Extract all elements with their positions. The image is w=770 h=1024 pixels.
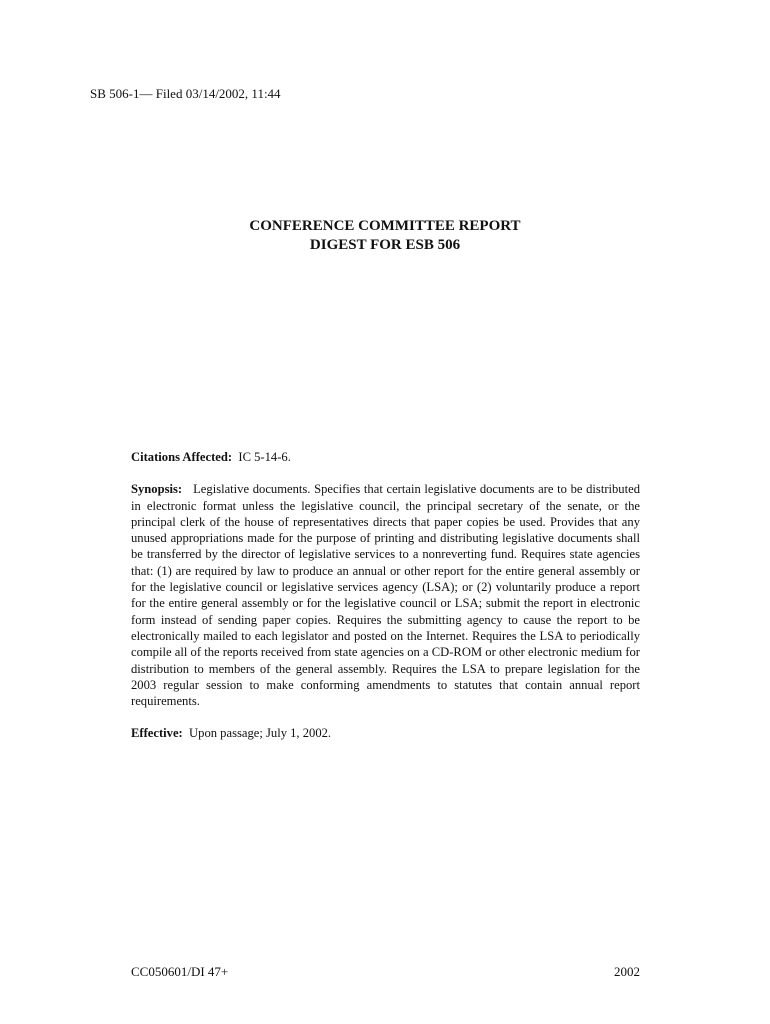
report-title-line-1: CONFERENCE COMMITTEE REPORT [249, 218, 521, 234]
synopsis-paragraph [131, 481, 640, 709]
effective-value: Upon passage; July 1, 2002. [189, 726, 332, 741]
effective-date [131, 725, 640, 741]
synopsis-label: Synopsis: [131, 482, 183, 497]
report-title-line-2: DIGEST FOR ESB 506 [309, 237, 461, 253]
citations-label: Citations Affected: [131, 450, 233, 464]
citations-affected [131, 449, 640, 465]
citations-value: IC 5-14-6. [238, 450, 291, 464]
report-title [0, 217, 770, 255]
document-code: CC050601/DI 47+ [131, 964, 229, 979]
synopsis-text: Legislative documents. Specifies that certain legislative documents are to be distributed in electronic format unless the legislative council, the principal secretary of the senate, or the principal clerk of the house of representatives directs that paper copies be used. Provides that any unused appropriations made for the purpose of printing and distributing legislative documents shall be transferred by the director of legislative services to a nonreverting fund. Requires state agencies that: (1) are required by law to produce an annual or other report for the entire general assembly or for the legislative council or legislative services agency (LSA); or (2) voluntarily produce a report for the entire general assembly or for the legislative council or LSA; submit the report in electronic form instead of sending paper copies. Requires the submitting agency to cause the report to be electronically mailed to each legislator and posted on the Internet. Requires the LSA to periodically compile all of the reports received from state agencies on a CD-ROM or other electronic medium for distribution to members of the general assembly. Requires the LSA to prepare legislation for the 2003 regular session to make conforming amendments to statutes that contain annual report requirements. [131, 482, 640, 709]
digest-body [131, 449, 640, 742]
effective-label: Effective: [131, 726, 183, 741]
filing-info: SB 506-1— Filed 03/14/2002, 11:44 [90, 86, 281, 101]
document-year: 2002 [614, 964, 640, 979]
